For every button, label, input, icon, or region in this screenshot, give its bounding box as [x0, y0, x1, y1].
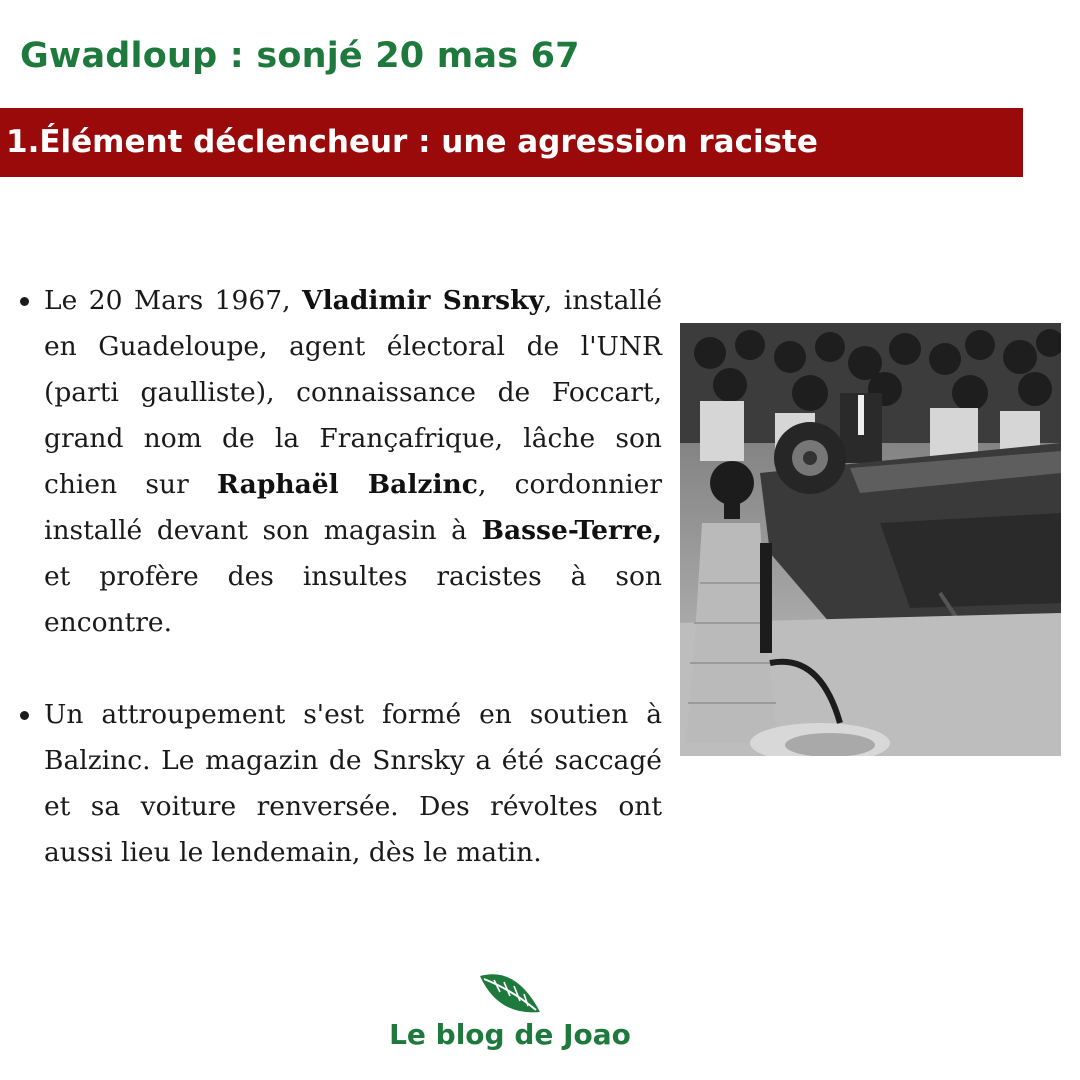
- section-heading: 1.Élément déclencheur : une agression raciste: [6, 124, 818, 160]
- bullet-item-1: [20, 278, 662, 646]
- bullet1-place-basse-terre: Basse-Terre,: [481, 515, 662, 546]
- bullet-dot: [20, 297, 29, 306]
- blog-brand: Le blog de Joao: [389, 1018, 631, 1051]
- bullet1-text-3: , cordonnier installé devant son magasin à: [44, 469, 662, 546]
- leaf-icon: [478, 970, 542, 1022]
- bullet1-name-balzinc: Raphaël Balzinc: [217, 469, 478, 500]
- bullet2-text: Un attroupement s'est formé en soutien à Balzinc. Le magazin de Snrsky a été saccagé et sa voiture renversée. Des révoltes ont aussi lieu le lendemain, dès le matin.: [44, 699, 662, 868]
- bullet1-text-1: Le 20 Mars 1967,: [44, 285, 303, 316]
- bullet-list: [20, 278, 662, 876]
- bullet-item-2: [20, 692, 662, 876]
- bullet-dot: [20, 711, 29, 720]
- bullet1-text-2: , installé en Guadeloupe, agent électoral de l'UNR (parti gaulliste), connaissance de Foccart, grand nom de la Françafrique, lâche son chien sur: [44, 285, 663, 500]
- page-title: Gwadloup : sonjé 20 mas 67: [20, 36, 580, 76]
- overturned-car-crowd-photo: [680, 323, 1061, 756]
- section-banner: [0, 108, 1023, 177]
- historic-photo: [680, 323, 1061, 756]
- bullet1-text-4: et profère des insultes racistes à son encontre.: [44, 561, 662, 638]
- bullet1-name-snrsky: Vladimir Snrsky: [302, 285, 544, 316]
